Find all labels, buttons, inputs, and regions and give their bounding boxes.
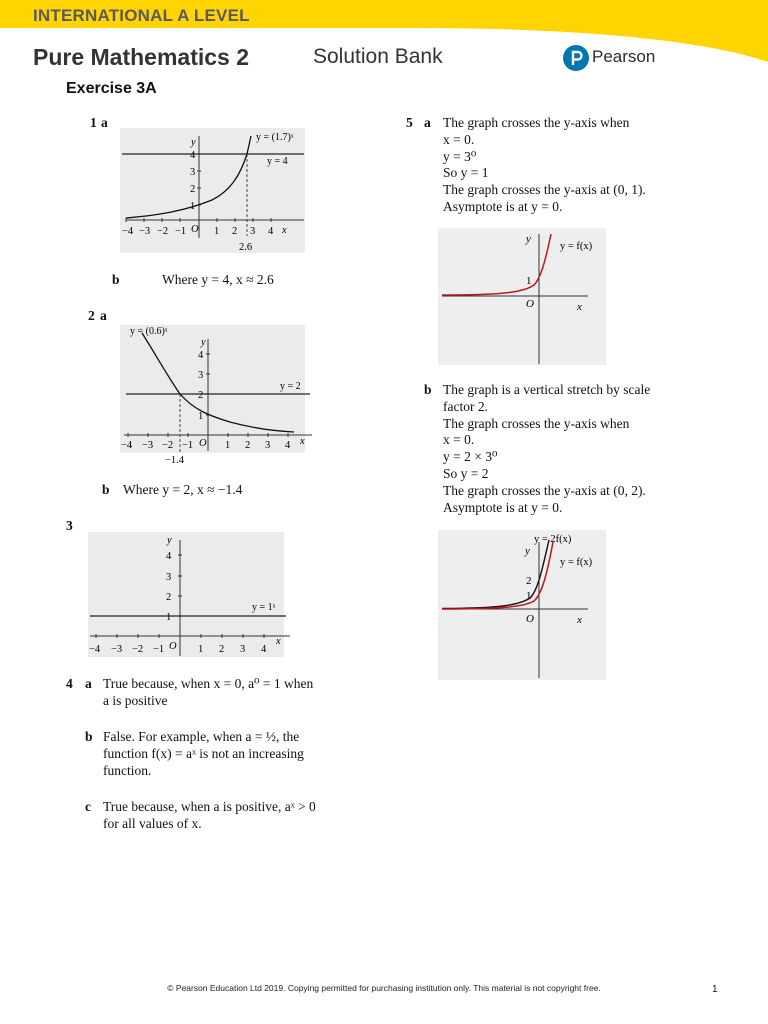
origin-label: O [169, 641, 177, 652]
y-tick-4: 4 [166, 551, 172, 562]
q3-graph [80, 532, 292, 660]
q2-graph [112, 325, 317, 467]
footer-copyright: © Pearson Education Ltd 2019. Copying permitted for purchasing institution only. This material is not copyright free. [167, 983, 601, 993]
curve-label-2fx: y = 2f(x) [534, 534, 572, 545]
x-tick-neg1: −1 [182, 440, 194, 451]
x-axis-label: x [577, 301, 582, 313]
q5-part-b-label: b [424, 382, 432, 397]
q4-c-line: True because, when a is positive, aˣ > 0 [103, 799, 316, 814]
curve-label: y = f(x) [560, 241, 593, 252]
intercept-label: 1 [526, 275, 532, 287]
x-tick-3: 3 [250, 226, 256, 237]
y-tick-1: 1 [198, 411, 204, 422]
x-tick-4: 4 [261, 644, 267, 655]
line-label: y = 2 [280, 381, 301, 392]
q5-part-b-text [443, 382, 650, 516]
q5-b-line: y = 2 × 3⁰ [443, 449, 498, 465]
q1-part-b-label: b [112, 272, 120, 287]
q5-a-line: y = 3⁰ [443, 148, 477, 164]
intercept-2-label: 2 [526, 575, 532, 587]
y-axis-label: y [201, 337, 206, 348]
q4-part-c-text [103, 799, 316, 833]
q4-part-a-text [103, 676, 313, 710]
q5-a-line: The graph crosses the y-axis when [443, 115, 630, 130]
q1-graph [112, 128, 312, 258]
x-tick-neg2: −2 [157, 226, 169, 237]
q4-b-line: False. For example, when a = ½, the [103, 729, 300, 744]
intercept-1-label: 1 [526, 590, 532, 602]
pearson-logo-icon [563, 45, 589, 71]
x-tick-3: 3 [240, 644, 246, 655]
y-tick-3: 3 [166, 572, 172, 583]
q1-answer: Where y = 4, x ≈ 2.6 [162, 272, 274, 287]
origin-label: O [526, 298, 534, 310]
x-tick-4: 4 [268, 226, 274, 237]
line-label: y = 4 [267, 156, 288, 167]
y-tick-3: 3 [198, 370, 204, 381]
x-tick-1: 1 [214, 226, 220, 237]
y-tick-4: 4 [190, 150, 196, 161]
q4-a-line: a is positive [103, 692, 168, 708]
x-tick-2: 2 [232, 226, 238, 237]
marker-label: −1.4 [165, 455, 185, 466]
y-tick-1: 1 [166, 612, 172, 623]
q2-number: 2 [88, 308, 95, 323]
x-tick-neg3: −3 [111, 644, 123, 655]
origin-label: O [199, 438, 207, 449]
q4-b-line: function. [103, 762, 152, 778]
x-axis-label: x [276, 636, 281, 647]
x-tick-4: 4 [285, 440, 291, 451]
q4-part-a-label: a [85, 676, 92, 691]
course-title: Pure Mathematics 2 [33, 44, 250, 70]
x-tick-neg4: −4 [121, 440, 133, 451]
curve-label: y = (0.6)ˣ [130, 326, 168, 337]
q5-a-line: x = 0. [443, 131, 475, 147]
x-tick-1: 1 [225, 440, 231, 451]
curve-label: y = (1.7)ˣ [256, 132, 294, 143]
q2-answer: Where y = 2, x ≈ −1.4 [123, 482, 243, 497]
q5-b-line: So y = 2 [443, 465, 489, 481]
q5-a-line: The graph crosses the y-axis at (0, 1). [443, 182, 646, 198]
q5-a-line: Asymptote is at y = 0. [443, 198, 563, 214]
q4-c-line: for all values of x. [103, 815, 202, 831]
pearson-wordmark: Pearson [592, 47, 656, 66]
q5-b-line: Asymptote is at y = 0. [443, 499, 563, 515]
solution-bank-title: Solution Bank [313, 45, 443, 68]
origin-label: O [526, 613, 534, 625]
graph-background [88, 532, 284, 657]
y-tick-1: 1 [190, 201, 196, 212]
y-tick-3: 3 [190, 167, 196, 178]
y-tick-2: 2 [190, 184, 196, 195]
y-tick-2: 2 [166, 592, 172, 603]
q5-number: 5 [406, 115, 413, 130]
q4-b-line: function f(x) = aˣ is not an increasing [103, 745, 304, 761]
x-tick-neg2: −2 [162, 440, 174, 451]
line-label: y = 1ˣ [252, 602, 276, 613]
q2-part-b-label: b [102, 482, 110, 497]
y-tick-4: 4 [198, 350, 204, 361]
x-tick-neg4: −4 [89, 644, 101, 655]
y-axis-label: y [167, 535, 172, 546]
q4-number: 4 [66, 676, 73, 691]
x-axis-label: x [300, 436, 305, 447]
exercise-title: Exercise 3A [66, 80, 157, 97]
q5-b-line: The graph is a vertical stretch by scale [443, 382, 651, 397]
q3-number: 3 [66, 518, 73, 533]
q5a-graph [438, 228, 613, 368]
x-axis-label: x [577, 614, 582, 626]
x-tick-2: 2 [245, 440, 251, 451]
q2-part-a-label: a [100, 308, 107, 323]
page-number: 1 [712, 984, 718, 995]
q1-part-a-label: a [101, 115, 108, 130]
q4-a-line: True because, when x = 0, a⁰ = 1 when [103, 676, 314, 691]
x-tick-neg3: −3 [142, 440, 154, 451]
y-tick-2: 2 [198, 390, 204, 401]
page-header [0, 0, 768, 90]
y-axis-label: y [526, 233, 531, 245]
q4-part-c-label: c [85, 799, 91, 814]
q1-number: 1 [90, 115, 97, 130]
x-tick-3: 3 [265, 440, 271, 451]
y-axis-label: y [191, 137, 196, 148]
x-tick-neg1: −1 [153, 644, 165, 655]
x-tick-1: 1 [198, 644, 204, 655]
x-tick-neg2: −2 [132, 644, 144, 655]
x-tick-neg1: −1 [175, 226, 187, 237]
q5b-graph [438, 530, 613, 682]
q5-b-line: The graph crosses the y-axis when [443, 415, 630, 431]
origin-label: O [191, 224, 199, 235]
x-tick-neg4: −4 [122, 226, 134, 237]
x-tick-neg3: −3 [139, 226, 151, 237]
marker-label: 2.6 [239, 242, 253, 253]
y-axis-label: y [525, 545, 530, 557]
q5-part-a-label: a [424, 115, 431, 130]
x-axis-label: x [282, 225, 287, 236]
q5-b-line: x = 0. [443, 432, 475, 448]
q5-a-line: So y = 1 [443, 165, 489, 181]
x-tick-2: 2 [219, 644, 225, 655]
curve-label-fx: y = f(x) [560, 557, 593, 568]
q5-part-a-text [443, 115, 646, 216]
q5-b-line: The graph crosses the y-axis at (0, 2). [443, 482, 646, 498]
brand-line: INTERNATIONAL A LEVEL [33, 6, 250, 25]
q4-part-b-label: b [85, 729, 93, 744]
q5-b-line: factor 2. [443, 398, 488, 414]
q4-part-b-text [103, 729, 304, 779]
